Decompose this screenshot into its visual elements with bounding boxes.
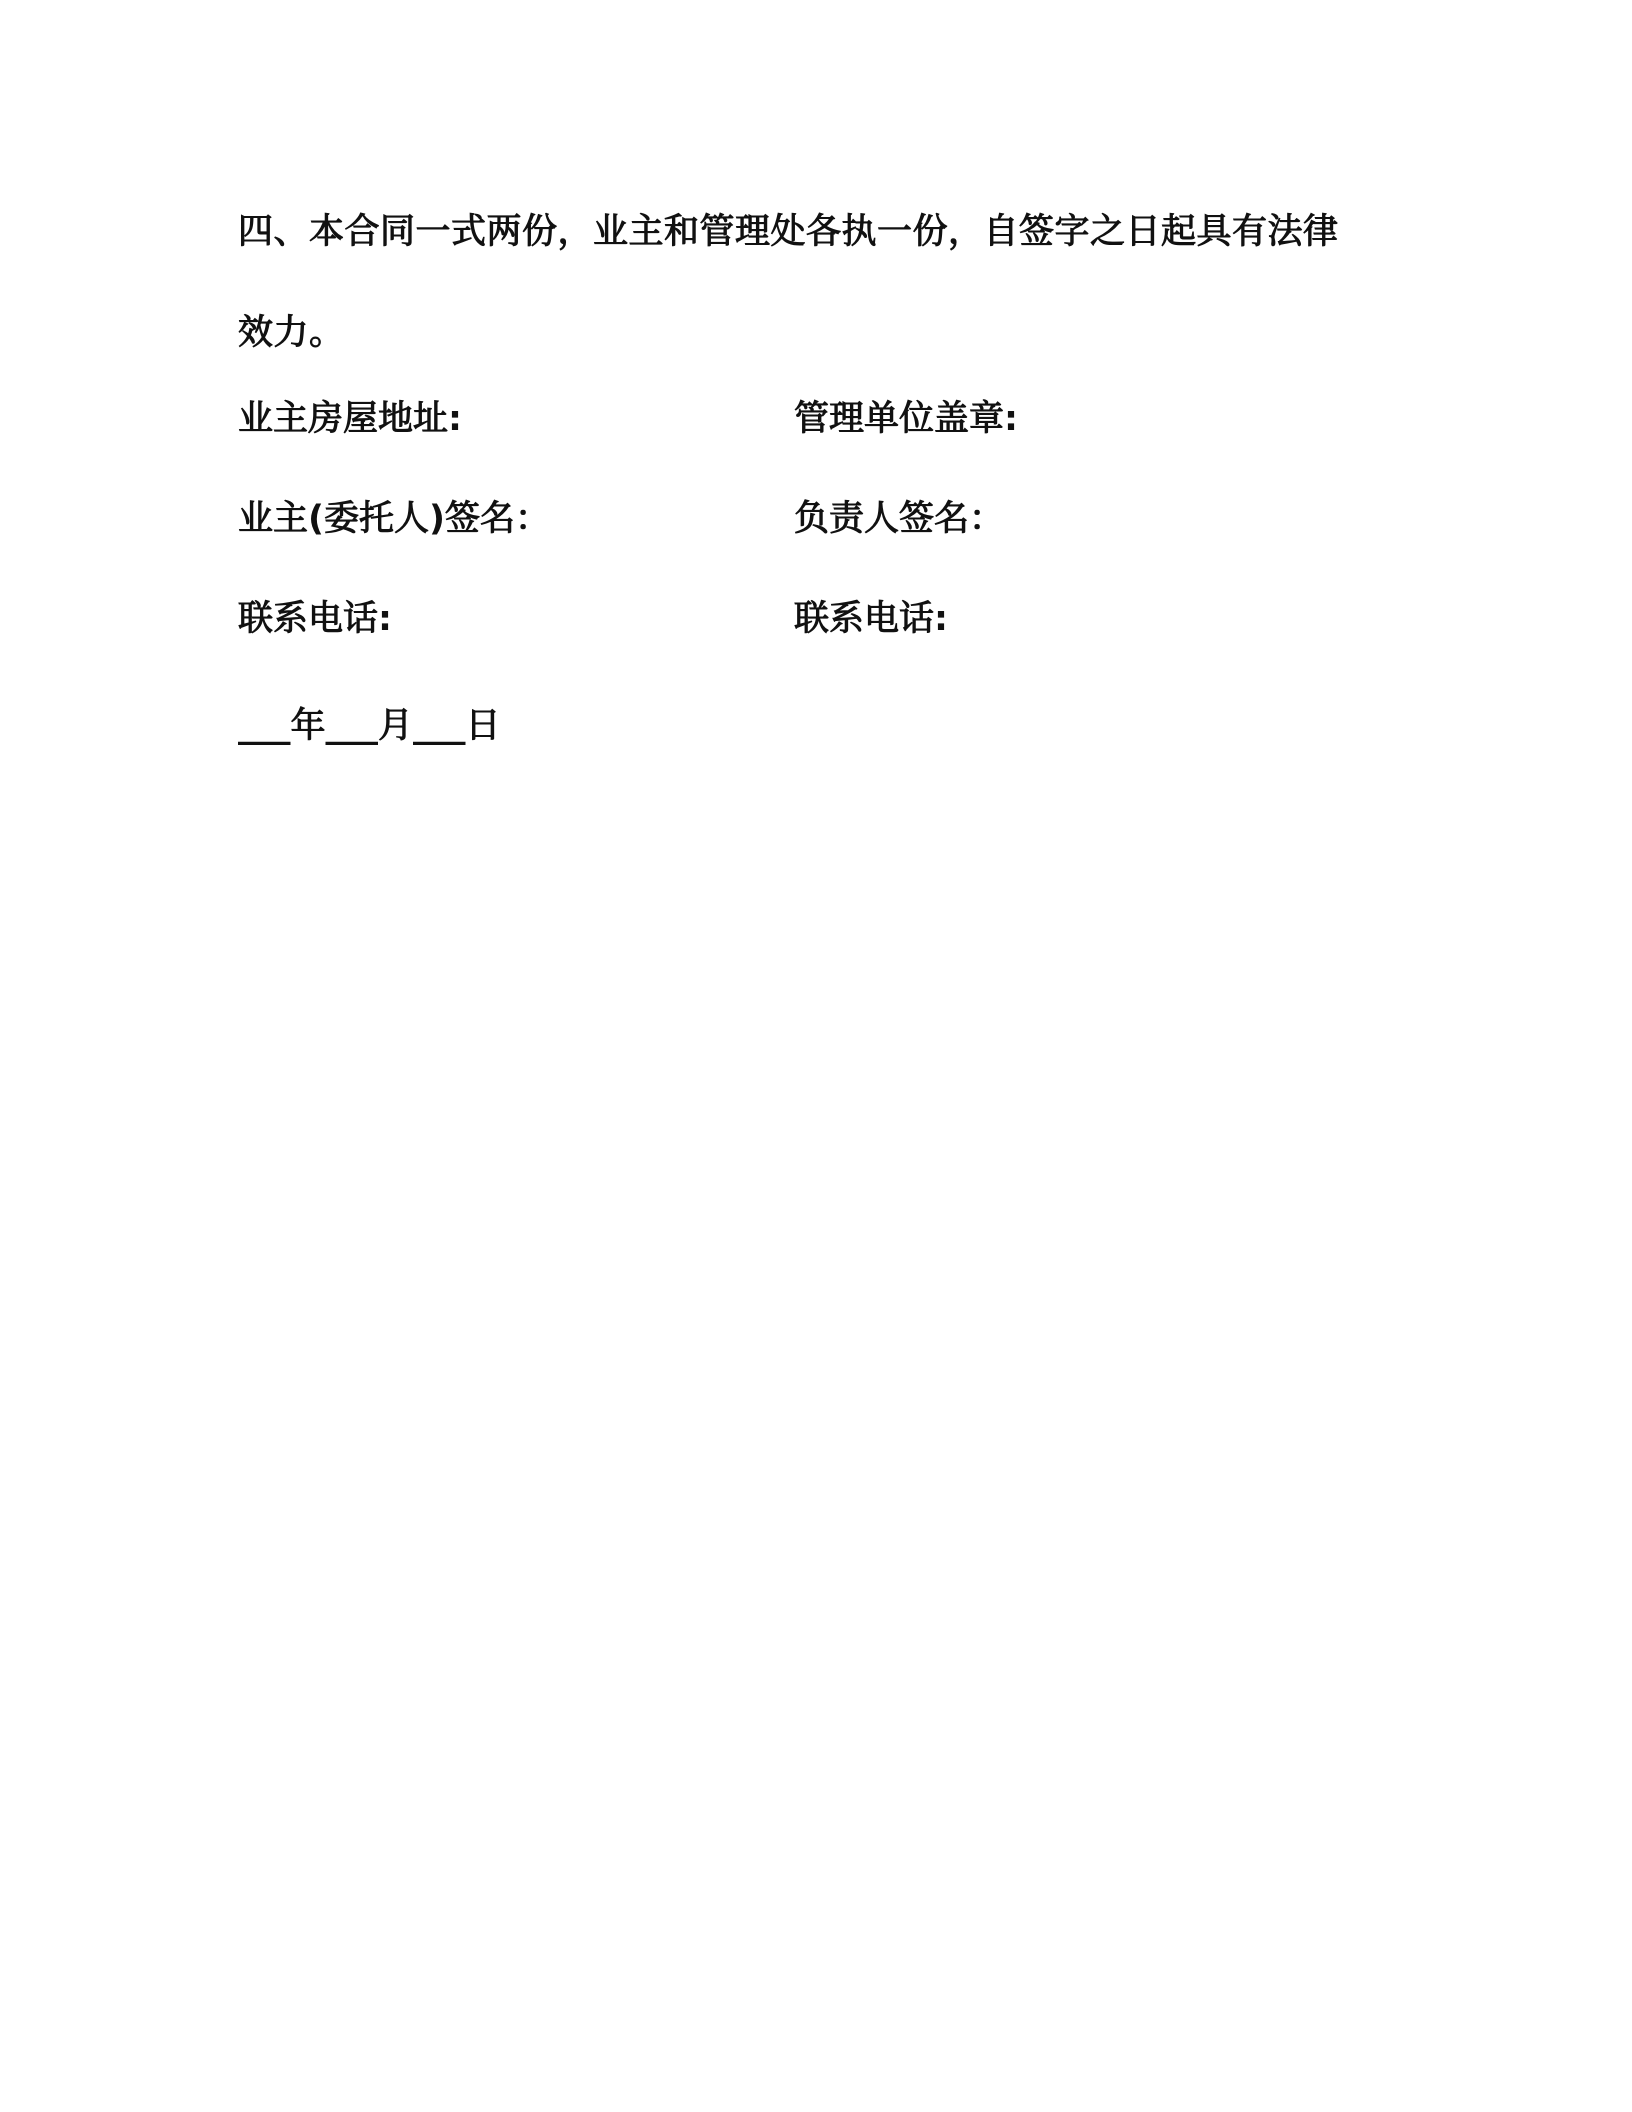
- signature-row-signatures: [238, 494, 1388, 544]
- owner-phone-label: 联系电话:: [238, 599, 392, 639]
- contract-clause-paragraph: 四、本合同一式两份，业主和管理处各执一份，自签字之日起具有法律效力。: [238, 212, 1339, 353]
- management-phone-label: 联系电话:: [794, 599, 948, 639]
- owner-signature-label: 业主(委托人)签名：: [238, 499, 550, 539]
- owner-address-label: 业主房屋地址:: [238, 399, 462, 439]
- signature-row-address-seal: [238, 394, 1388, 444]
- signature-row-phones: [238, 594, 1388, 644]
- responsible-person-signature-label: 负责人签名：: [794, 499, 1005, 539]
- date-line: ___年___月___日: [238, 706, 501, 746]
- management-seal-label: 管理单位盖章:: [794, 399, 1018, 439]
